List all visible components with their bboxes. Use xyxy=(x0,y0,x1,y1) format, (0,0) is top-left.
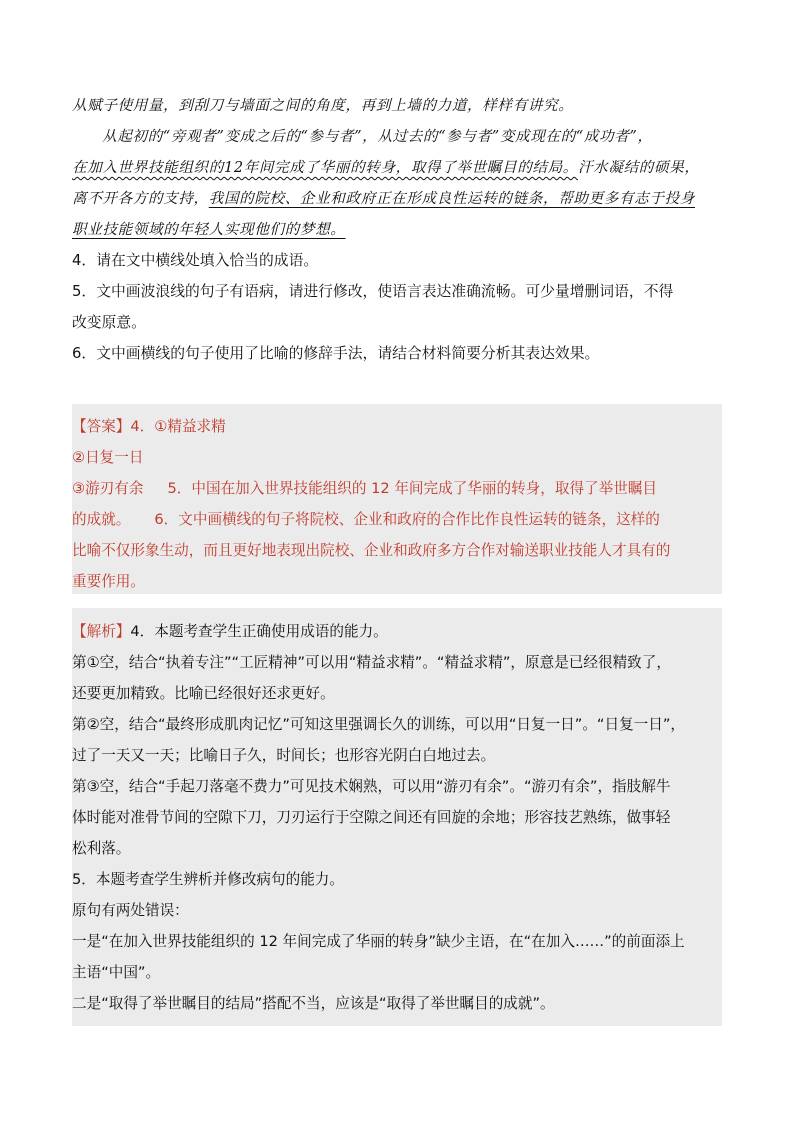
questions xyxy=(72,245,722,369)
analysis-line xyxy=(72,616,722,647)
passage-text: 汗水凝结的硕果， xyxy=(577,159,700,176)
answer-line xyxy=(72,473,722,504)
underlined-sentence: 职业技能领域的年轻人实现他们的梦想。 xyxy=(72,221,346,238)
answer-line xyxy=(72,411,722,442)
question-line: 改变原意。 xyxy=(72,314,146,331)
analysis-line: 二是“取得了举世瞩目的结局”搭配不当，应该是“取得了举世瞩目的成就”。 xyxy=(72,995,555,1012)
analysis-tag: 【解析】 xyxy=(72,623,131,640)
answer-line: ②日复一日 xyxy=(72,449,144,466)
answer-text: ③游刃有余 xyxy=(72,480,144,497)
answer-line xyxy=(72,504,722,535)
passage-line xyxy=(72,183,722,214)
question-line: 4．请在文中横线处填入恰当的成语。 xyxy=(72,252,319,269)
answer-text: 4．①精益求精 xyxy=(130,418,226,435)
wavy-underlined-sentence: 在加入世界技能组织的12年间完成了华丽的转身，取得了举世瞩目的结局。 xyxy=(72,159,578,176)
answer-text: 的成就。 xyxy=(72,511,131,528)
document-page xyxy=(72,90,722,369)
analysis-line: 一是“在加入世界技能组织的 12 年间完成了华丽的转身”缺少主语，在“在加入……”的前面添上 xyxy=(72,933,685,950)
analysis-line: 第③空，结合“手起刀落毫不费力”可见技术娴熟，可以用“游刃有余”。“游刃有余”，指肢解牛 xyxy=(72,778,671,795)
analysis-line: 过了一天又一天；比喻日子久，时间长；也形容光阴白白地过去。 xyxy=(72,747,496,764)
answer-block xyxy=(72,404,722,594)
passage-line xyxy=(72,214,722,245)
underlined-sentence: 我国的院校、企业和政府正在形成良性运转的链条，帮助更多有志于投身 xyxy=(208,190,695,207)
analysis-line: 第②空，结合“最终形成肌肉记忆”可知这里强调长久的训练，可以用“日复一日”。“日复一日”， xyxy=(72,716,686,733)
answer-line: 重要作用。 xyxy=(72,573,145,590)
analysis-line: 第①空，结合“执着专注”“工匠精神”可以用“精益求精”。“精益求精”，原意是已经很精致了， xyxy=(72,654,671,671)
analysis-block xyxy=(72,608,722,1026)
analysis-line: 5．本题考查学生辨析并修改病句的能力。 xyxy=(72,871,344,888)
analysis-line: 体时能对准骨节间的空隙下刀，刀刃运行于空隙之间还有回旋的余地；形容技艺熟练，做事轻 xyxy=(72,809,671,826)
passage xyxy=(72,90,722,245)
question-line: 5．文中画波浪线的句子有语病，请进行修改，使语言表达准确流畅。可少量增删词语，不得 xyxy=(72,283,674,300)
analysis-line: 还要更加精致。比喻已经很好还求更好。 xyxy=(72,685,335,702)
analysis-line: 松利落。 xyxy=(72,840,131,857)
analysis-text: 4．本题考查学生正确使用成语的能力。 xyxy=(130,623,388,640)
answer-tag: 【答案】 xyxy=(72,418,131,435)
passage-line: 从赋子使用量，到刮刀与墙面之间的角度，再到上墙的力道，样样有讲究。 xyxy=(72,97,574,114)
answer-line: 比喻不仅形象生动，而且更好地表现出院校、企业和政府多方合作对输送职业技能人才具有的 xyxy=(72,542,671,559)
passage-text: 离不开各方的支持， xyxy=(72,190,209,207)
passage-line xyxy=(72,152,722,183)
passage-line: 从起初的“旁观者”变成之后的“参与者”，从过去的“参与者”变成现在的“成功者”， xyxy=(102,128,653,145)
analysis-line: 原句有两处错误： xyxy=(72,902,189,919)
question-line: 6．文中画横线的句子使用了比喻的修辞手法，请结合材料简要分析其表达效果。 xyxy=(72,345,600,362)
answer-text: 6．文中画横线的句子将院校、企业和政府的合作比作良性运转的链条，这样的 xyxy=(154,511,660,528)
analysis-line: 主语“中国”。 xyxy=(72,964,161,981)
answer-text: 5．中国在加入世界技能组织的 12 年间完成了华丽的转身，取得了举世瞩目 xyxy=(167,480,658,497)
